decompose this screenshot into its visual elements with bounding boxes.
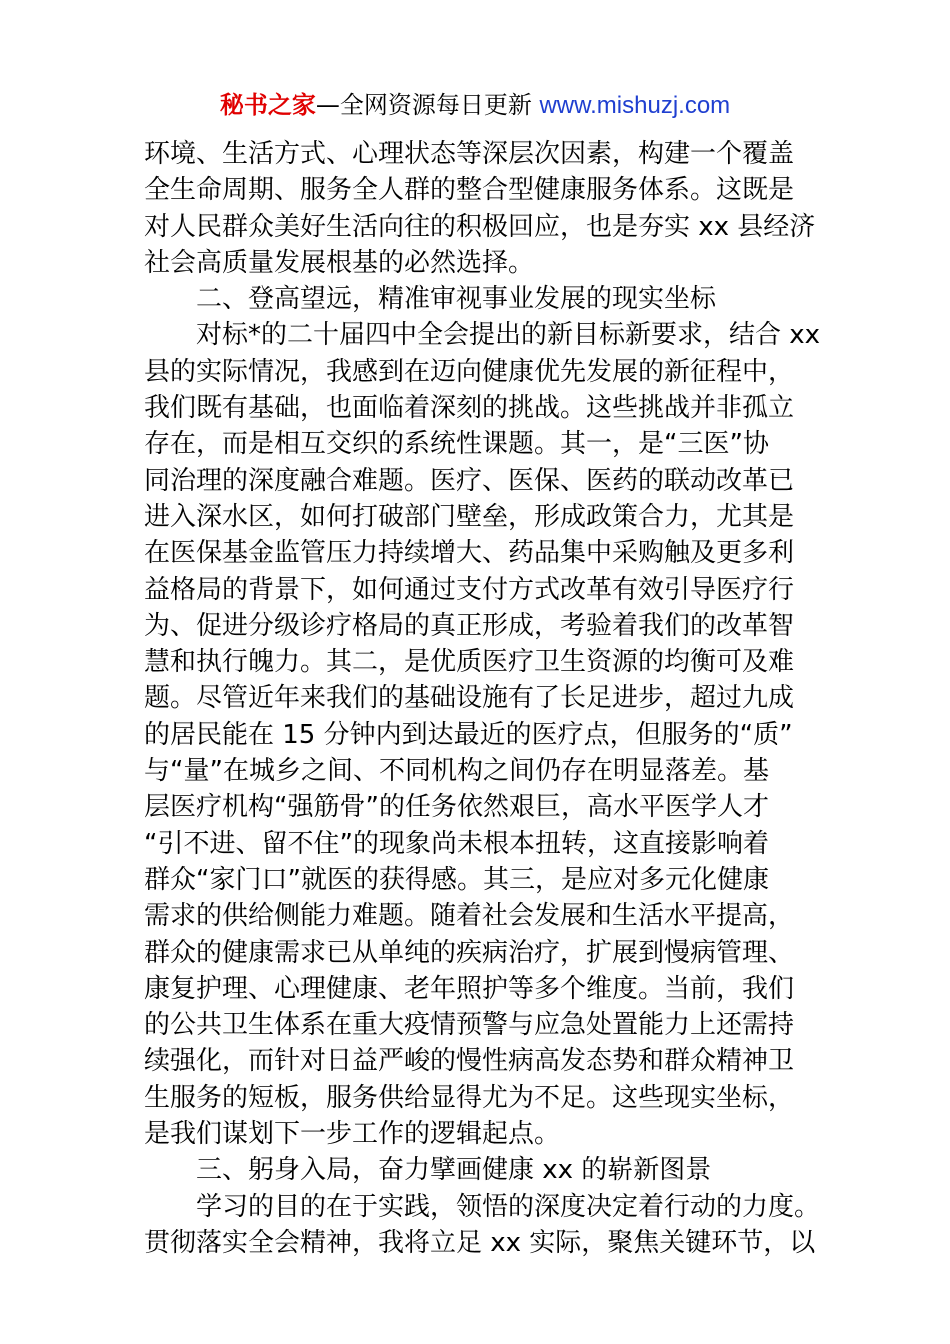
text-line: 进入深水区，如何打破部门壁垒，形成政策合力，尤其是 [144,501,795,532]
site-brand: 秘书之家 [219,91,316,119]
section-heading: 二、登高望远，精准审视事业发展的现实坐标 [196,284,717,315]
text-line: “引不进、留不住”的现象尚未根本扭转，这直接影响着 [144,828,769,859]
page-header [0,88,950,123]
text-line: 是我们谋划下一步工作的逻辑起点。 [144,1119,561,1150]
text-line: 题。尽管近年来我们的基础设施有了长足进步，超过九成 [144,683,795,714]
text-line: 康复护理、心理健康、老年照护等多个维度。当前，我们 [144,973,795,1004]
text-line: 群众“家门口”就医的获得感。其三，是应对多元化健康 [144,864,769,895]
text-line: 贯彻落实全会精神，我将立足 xx 实际，聚焦关键环节，以 [144,1227,816,1258]
text-line: 生服务的短板，服务供给显得尤为不足。这些现实坐标， [144,1082,795,1113]
text-line: 需求的供给侧能力难题。随着社会发展和生活水平提高， [144,901,795,932]
text-line: 与“量”在城乡之间、不同机构之间仍存在明显落差。基 [144,756,769,787]
text-line: 全生命周期、服务全人群的整合型健康服务体系。这既是 [144,175,795,206]
text-line: 环境、生活方式、心理状态等深层次因素，构建一个覆盖 [144,139,795,169]
section-heading: 三、躬身入局，奋力擘画健康 xx 的崭新图景 [196,1155,712,1186]
text-line: 县的实际情况，我感到在迈向健康优先发展的新征程中， [144,356,795,387]
text-line: 对人民群众美好生活向往的积极回应，也是夯实 xx 县经济 [144,211,816,242]
document-body [144,136,824,1261]
text-line: 对标*的二十届四中全会提出的新目标新要求，结合 xx [196,320,821,351]
text-line: 同治理的深度融合难题。医疗、医保、医药的联动改革已 [144,465,795,496]
text-line: 在医保基金监管压力持续增大、药品集中采购触及更多利 [144,538,795,569]
text-line: 层医疗机构“强筋骨”的任务依然艰巨，高水平医学人才 [144,792,769,823]
text-line: 群众的健康需求已从单纯的疾病治疗，扩展到慢病管理、 [144,937,795,968]
text-line: 益格局的背景下，如何通过支付方式改革有效引导医疗行 [144,574,795,605]
text-line: 的居民能在 15 分钟内到达最近的医疗点，但服务的“质” [144,719,793,750]
text-line: 的公共卫生体系在重大疫情预警与应急处置能力上还需持 [144,1010,795,1041]
text-line: 学习的目的在于实践，领悟的深度决定着行动的力度。 [196,1191,821,1222]
header-tagline: —全网资源每日更新 [315,91,540,119]
text-line: 存在，而是相互交织的系统性课题。其一，是“三医”协 [144,429,769,460]
text-line: 我们既有基础，也面临着深刻的挑战。这些挑战并非孤立 [144,393,795,424]
text-line: 慧和执行魄力。其二，是优质医疗卫生资源的均衡可及难 [144,647,795,678]
text-line: 社会高质量发展根基的必然选择。 [144,247,535,278]
text-line: 续强化，而针对日益严峻的慢性病高发态势和群众精神卫 [144,1046,795,1077]
site-url-link[interactable]: www.mishuzj.com [539,92,731,119]
text-line: 为、促进分级诊疗格局的真正形成，考验着我们的改革智 [144,610,795,641]
